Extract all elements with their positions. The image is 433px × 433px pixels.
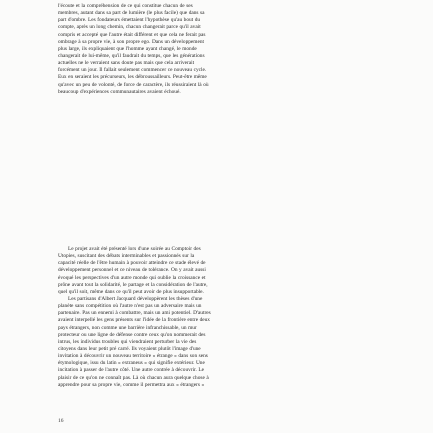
text-line: citoyens dans leur petit pré carré. Ils voyaient plutôt l'image d'une	[58, 345, 201, 352]
text-line: compte, après un long chemin, chacun changerait parce qu'il avait	[58, 24, 201, 31]
text-line: invitation à découvrir un nouveau territoire « étrange » dans son sens	[58, 353, 208, 360]
text-line: avaient interpellé les gens présents sur l'idée de la frontière entre deux	[58, 317, 210, 324]
text-line: étymologique, issu du latin « extraneus » qui signifie extérieur. Une	[58, 360, 205, 367]
text-line: développement personnel et ce niveau de tolérance. On y avait aussi	[58, 267, 206, 274]
text-line: qu'avec un peu de volonté, de force de caractère, ils réussiraient là où	[58, 81, 209, 88]
text-line: apprendre pour sa propre vie, comme il permettra aux « étrangers »	[58, 381, 205, 388]
text-line: compris et accepté que l'autre était différent et que cela ne ferait pas	[58, 31, 206, 38]
text-line: beaucoup d'expériences communautaires avaient échoué.	[58, 88, 181, 95]
text-line: prône avant tout la solidarité, le partage et la considération de l'autre,	[58, 281, 208, 288]
text-line: Les partisans d'Albert Jacquard développèrent les thèses d'une	[68, 295, 203, 302]
text-line: planète sans compétition où l'autre n'est pas un adversaire mais un	[58, 303, 202, 310]
text-line: Eux en seraient les précurseurs, les débroussailleurs. Peut-être même	[58, 74, 207, 81]
text-line: protecteur ou une ligne de défense contre ceux qu'on nommerait des	[58, 331, 206, 338]
text-line: intrus, les individus troubles qui viendraient perturber la vie des	[58, 338, 197, 345]
text-line: capacité réelle de l'être humain à pouvoir atteindre ce stade élevé de	[58, 260, 206, 267]
page-number: 16	[58, 418, 64, 424]
text-line: ombrage à sa propre vie, à son propre ego. Dans un développement	[58, 38, 204, 45]
text-line: pays étrangers, non comme une barrière infranchissable, un mur	[58, 324, 197, 331]
text-line: Le projet avait été présenté lors d'une soirée au Comptoir des	[68, 246, 201, 252]
text-line: part d'ombre. Les fondateurs émettaient l'hypothèse qu'au bout du	[58, 17, 201, 24]
text-line: actuelles ne le verraient sans doute pas mais que cela arriverait	[58, 60, 195, 67]
text-line: forcément un jour. Il fallait seulement commencer ce nouveau cycle.	[58, 67, 207, 74]
text-line: membres, autant dans sa part de lumière (le plus facile) que dans sa	[58, 10, 205, 17]
text-line: changerait de lui-même, qu'il faudrait du temps, que les générations	[58, 52, 205, 59]
paragraph-comptoir	[58, 246, 373, 389]
text-line: Utopies, suscitant des débats interminables et passionnés sur la	[58, 253, 195, 260]
text-line: l'écoute et la compréhension de ce qui constitue chacun de ses	[58, 3, 193, 9]
text-line: plaisir de ce qu'on ne connaît pas. Là où chacun aura quelque chose à	[58, 374, 209, 381]
text-line: plus large, ils expliquaient que l'homme ayant changé, le monde	[58, 45, 197, 52]
text-line: partenaire. Pas un ennemi à combattre, mais un ami potentiel. D'autres	[58, 310, 211, 317]
text-line: incitation à passer de l'autre côté. Une autre contrée à découvrir. Le	[58, 367, 205, 374]
paragraph-continuation	[58, 3, 373, 96]
text-line: quel qu'il soit, même dans ce qu'il peut avoir de plus insupportable.	[58, 288, 204, 295]
text-line: évoqué les perspectives d'un autre monde qui oublie la croissance et	[58, 274, 206, 281]
